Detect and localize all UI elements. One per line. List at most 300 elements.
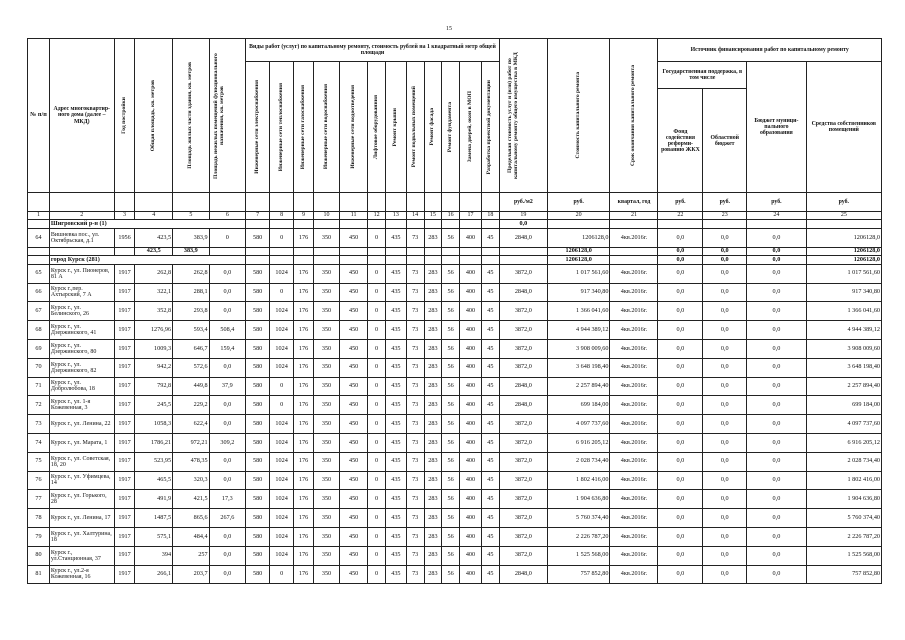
row-address: Курск г., ул. Ленина, 17 xyxy=(49,509,114,528)
row-work-cost: 283 xyxy=(424,565,442,584)
row-number: 80 xyxy=(28,546,50,565)
row-total-area: 1058,3 xyxy=(135,415,173,434)
header-owners: Средства собственников помещений xyxy=(806,62,881,193)
unit-deadline: квартал, год xyxy=(610,193,658,212)
row-year: 1917 xyxy=(114,396,135,415)
row-fund: 0,0 xyxy=(658,339,703,358)
header-living-area: Площадь жилых части здания, кв. метров xyxy=(186,62,193,169)
city-regional: 0,0 xyxy=(703,255,747,264)
column-number: 6 xyxy=(209,212,246,220)
row-number: 64 xyxy=(28,229,50,248)
row-work-cost: 73 xyxy=(406,396,424,415)
row-work-cost: 56 xyxy=(442,415,460,434)
row-work-cost: 283 xyxy=(424,283,442,302)
column-number: 9 xyxy=(294,212,314,220)
row-living-area: 572,6 xyxy=(173,358,210,377)
row-owners: 2 028 734,40 xyxy=(806,452,881,471)
row-living-area: 865,6 xyxy=(173,509,210,528)
row-work-cost: 435 xyxy=(385,339,406,358)
header-work-9: Ремонт фасада xyxy=(428,108,435,146)
row-work-cost: 176 xyxy=(294,509,314,528)
row-work-cost: 45 xyxy=(481,471,499,490)
row-work-cost: 580 xyxy=(246,339,270,358)
header-work-1: Инженерные сети электроснабжения xyxy=(253,80,260,174)
column-number: 23 xyxy=(703,212,747,220)
row-work-cost: 283 xyxy=(424,229,442,248)
row-work-cost: 45 xyxy=(481,358,499,377)
row-deadline: 4кв.2016г. xyxy=(610,264,658,283)
row-owners: 1 366 041,60 xyxy=(806,302,881,321)
header-deadline: Срок окончания капитального ремонта xyxy=(630,64,637,166)
table-row xyxy=(28,321,882,340)
row-work-cost: 580 xyxy=(246,264,270,283)
row-owners: 4 097 737,60 xyxy=(806,415,881,434)
row-work-cost: 0 xyxy=(368,527,386,546)
row-work-cost: 350 xyxy=(313,302,339,321)
header-work-4: Инженерные сети водоснабжения xyxy=(322,84,329,170)
row-work-cost: 0 xyxy=(368,302,386,321)
row-work-cost: 400 xyxy=(460,415,482,434)
row-work-cost: 350 xyxy=(313,452,339,471)
row-work-cost: 56 xyxy=(442,377,460,396)
row-work-cost: 45 xyxy=(481,546,499,565)
row-nonres-area: 0,0 xyxy=(209,565,246,584)
row-work-cost: 1024 xyxy=(270,490,294,509)
row-work-cost: 350 xyxy=(313,490,339,509)
row-work-cost: 0 xyxy=(270,565,294,584)
row-work-cost: 73 xyxy=(406,377,424,396)
row-living-area: 646,7 xyxy=(173,339,210,358)
row-work-cost: 435 xyxy=(385,415,406,434)
row-cost: 1 366 041,60 xyxy=(547,302,610,321)
row-municipal: 0,0 xyxy=(747,302,806,321)
row-address: Курск г., ул. Дзержинского, 41 xyxy=(49,321,114,340)
row-address: Курск г., ул. Дзержинского, 82 xyxy=(49,358,114,377)
row-living-area: 257 xyxy=(173,546,210,565)
table-row xyxy=(28,546,882,565)
row-total-area: 352,8 xyxy=(135,302,173,321)
subtotal-cost: 1206128,0 xyxy=(547,247,610,255)
column-number: 3 xyxy=(114,212,135,220)
row-owners: 917 340,80 xyxy=(806,283,881,302)
row-work-cost: 1024 xyxy=(270,527,294,546)
row-work-cost: 580 xyxy=(246,377,270,396)
column-number: 5 xyxy=(173,212,210,220)
row-deadline: 4кв.2016г. xyxy=(610,283,658,302)
row-work-cost: 350 xyxy=(313,396,339,415)
row-work-cost: 400 xyxy=(460,565,482,584)
row-work-cost: 73 xyxy=(406,433,424,452)
row-work-cost: 400 xyxy=(460,358,482,377)
row-work-cost: 45 xyxy=(481,377,499,396)
row-total-area: 1276,96 xyxy=(135,321,173,340)
row-work-cost: 283 xyxy=(424,527,442,546)
row-work-cost: 400 xyxy=(460,471,482,490)
row-year: 1917 xyxy=(114,546,135,565)
row-number: 65 xyxy=(28,264,50,283)
table-row xyxy=(28,471,882,490)
row-work-cost: 350 xyxy=(313,283,339,302)
row-work-cost: 435 xyxy=(385,264,406,283)
row-max-cost: 3872,0 xyxy=(499,546,547,565)
row-work-cost: 73 xyxy=(406,264,424,283)
row-year: 1956 xyxy=(114,229,135,248)
row-regional: 0,0 xyxy=(703,339,747,358)
row-work-cost: 450 xyxy=(340,396,368,415)
subtotal-living: 383,9 xyxy=(173,247,210,255)
row-work-cost: 56 xyxy=(442,565,460,584)
row-nonres-area: 0,0 xyxy=(209,546,246,565)
row-work-cost: 73 xyxy=(406,452,424,471)
row-work-cost: 45 xyxy=(481,433,499,452)
row-cost: 4 944 389,12 xyxy=(547,321,610,340)
row-cost: 2 226 787,20 xyxy=(547,527,610,546)
row-max-cost: 2848,0 xyxy=(499,283,547,302)
row-work-cost: 435 xyxy=(385,358,406,377)
row-work-cost: 400 xyxy=(460,283,482,302)
row-work-cost: 450 xyxy=(340,283,368,302)
row-work-cost: 450 xyxy=(340,452,368,471)
row-owners: 1 802 416,00 xyxy=(806,471,881,490)
row-total-area: 322,1 xyxy=(135,283,173,302)
row-address: Курск г., ул.2-я Кожевенная, 16 xyxy=(49,565,114,584)
row-work-cost: 283 xyxy=(424,339,442,358)
row-living-area: 972,21 xyxy=(173,433,210,452)
row-work-cost: 450 xyxy=(340,264,368,283)
row-number: 68 xyxy=(28,321,50,340)
row-work-cost: 400 xyxy=(460,321,482,340)
row-number: 81 xyxy=(28,565,50,584)
row-max-cost: 3872,0 xyxy=(499,452,547,471)
row-owners: 5 760 374,40 xyxy=(806,509,881,528)
row-work-cost: 450 xyxy=(340,546,368,565)
row-work-cost: 580 xyxy=(246,565,270,584)
row-max-cost: 3872,0 xyxy=(499,527,547,546)
row-work-cost: 283 xyxy=(424,546,442,565)
header-max-cost: Предельная стоимость услуг и (или) работ по капитальному ремонту общего имущества в МКД xyxy=(507,52,520,179)
row-work-cost: 45 xyxy=(481,396,499,415)
row-work-cost: 176 xyxy=(294,415,314,434)
table-row xyxy=(28,415,882,434)
header-work-12: Разработка проектной документации xyxy=(486,79,493,175)
row-nonres-area: 0,0 xyxy=(209,283,246,302)
row-deadline: 4кв.2016г. xyxy=(610,527,658,546)
row-cost: 1 904 636,80 xyxy=(547,490,610,509)
row-municipal: 0,0 xyxy=(747,264,806,283)
subtotal-total: 423,5 xyxy=(135,247,173,255)
row-work-cost: 73 xyxy=(406,358,424,377)
column-number: 15 xyxy=(424,212,442,220)
column-number: 4 xyxy=(135,212,173,220)
row-work-cost: 56 xyxy=(442,509,460,528)
row-work-cost: 176 xyxy=(294,527,314,546)
row-living-area: 288,1 xyxy=(173,283,210,302)
row-regional: 0,0 xyxy=(703,377,747,396)
table-row xyxy=(28,264,882,283)
row-work-cost: 176 xyxy=(294,229,314,248)
row-max-cost: 2848,0 xyxy=(499,565,547,584)
unit-max-cost: руб./м2 xyxy=(499,193,547,212)
row-living-area: 622,4 xyxy=(173,415,210,434)
row-deadline: 4кв.2016г. xyxy=(610,509,658,528)
row-deadline: 4кв.2016г. xyxy=(610,546,658,565)
row-work-cost: 176 xyxy=(294,339,314,358)
row-work-cost: 0 xyxy=(368,490,386,509)
row-work-cost: 73 xyxy=(406,471,424,490)
row-max-cost: 2848,0 xyxy=(499,377,547,396)
row-regional: 0,0 xyxy=(703,302,747,321)
row-municipal: 0,0 xyxy=(747,283,806,302)
row-work-cost: 176 xyxy=(294,490,314,509)
row-nonres-area: 17,3 xyxy=(209,490,246,509)
header-total-area: Общая площадь, кв. метров xyxy=(149,79,156,152)
row-work-cost: 1024 xyxy=(270,433,294,452)
column-number: 25 xyxy=(806,212,881,220)
row-regional: 0,0 xyxy=(703,471,747,490)
row-deadline: 4кв.2016г. xyxy=(610,229,658,248)
row-work-cost: 56 xyxy=(442,358,460,377)
row-work-cost: 176 xyxy=(294,565,314,584)
row-owners: 699 184,00 xyxy=(806,396,881,415)
header-cost: Стоимость капитального ремонта xyxy=(574,72,581,159)
row-work-cost: 580 xyxy=(246,527,270,546)
row-total-area: 465,5 xyxy=(135,471,173,490)
row-deadline: 4кв.2016г. xyxy=(610,452,658,471)
row-regional: 0,0 xyxy=(703,321,747,340)
row-municipal: 0,0 xyxy=(747,321,806,340)
row-address: Курск г.,пер. Ахтырский, 7 А xyxy=(49,283,114,302)
row-work-cost: 0 xyxy=(368,471,386,490)
row-year: 1917 xyxy=(114,321,135,340)
row-max-cost: 3872,0 xyxy=(499,264,547,283)
row-deadline: 4кв.2016г. xyxy=(610,302,658,321)
row-work-cost: 45 xyxy=(481,302,499,321)
header-work-3: Инженерные сети газоснабжения xyxy=(299,84,306,170)
row-work-cost: 0 xyxy=(368,339,386,358)
row-deadline: 4кв.2016г. xyxy=(610,415,658,434)
row-work-cost: 350 xyxy=(313,565,339,584)
district-label: Шигровский р-н (1) xyxy=(49,220,245,229)
table-row xyxy=(28,509,882,528)
row-municipal: 0,0 xyxy=(747,490,806,509)
row-work-cost: 450 xyxy=(340,509,368,528)
row-living-area: 293,8 xyxy=(173,302,210,321)
row-number: 76 xyxy=(28,471,50,490)
row-number: 78 xyxy=(28,509,50,528)
row-owners: 1206128,0 xyxy=(806,229,881,248)
row-work-cost: 283 xyxy=(424,302,442,321)
header-works-group: Виды работ (услуг) по капитальному ремонту, стоимость рублей на 1 квадратный метр общей площади xyxy=(246,39,500,62)
header-address: Адрес многоквартир-ного дома (далее – МКД) xyxy=(49,39,114,193)
row-max-cost: 3872,0 xyxy=(499,302,547,321)
row-municipal: 0,0 xyxy=(747,471,806,490)
row-address: Курск г., ул. Уфимцева, 14 xyxy=(49,471,114,490)
row-work-cost: 73 xyxy=(406,546,424,565)
row-work-cost: 435 xyxy=(385,471,406,490)
row-work-cost: 176 xyxy=(294,433,314,452)
column-number: 19 xyxy=(499,212,547,220)
row-work-cost: 435 xyxy=(385,527,406,546)
row-work-cost: 56 xyxy=(442,527,460,546)
row-work-cost: 400 xyxy=(460,377,482,396)
row-total-area: 942,2 xyxy=(135,358,173,377)
row-total-area: 1786,21 xyxy=(135,433,173,452)
city-fund: 0,0 xyxy=(658,255,703,264)
row-total-area: 245,5 xyxy=(135,396,173,415)
table-row xyxy=(28,229,882,248)
row-work-cost: 45 xyxy=(481,321,499,340)
row-regional: 0,0 xyxy=(703,509,747,528)
row-work-cost: 450 xyxy=(340,490,368,509)
row-work-cost: 1024 xyxy=(270,339,294,358)
row-total-area: 491,9 xyxy=(135,490,173,509)
column-number: 10 xyxy=(313,212,339,220)
row-work-cost: 0 xyxy=(368,377,386,396)
row-work-cost: 283 xyxy=(424,415,442,434)
row-municipal: 0,0 xyxy=(747,415,806,434)
row-year: 1917 xyxy=(114,358,135,377)
row-municipal: 0,0 xyxy=(747,452,806,471)
row-fund: 0,0 xyxy=(658,396,703,415)
row-owners: 2 226 787,20 xyxy=(806,527,881,546)
row-work-cost: 0 xyxy=(270,283,294,302)
row-work-cost: 580 xyxy=(246,490,270,509)
row-regional: 0,0 xyxy=(703,396,747,415)
row-number: 69 xyxy=(28,339,50,358)
row-work-cost: 1024 xyxy=(270,471,294,490)
unit-cost: руб. xyxy=(547,193,610,212)
row-work-cost: 0 xyxy=(270,396,294,415)
row-year: 1917 xyxy=(114,471,135,490)
row-cost: 4 097 737,60 xyxy=(547,415,610,434)
row-work-cost: 400 xyxy=(460,546,482,565)
row-work-cost: 1024 xyxy=(270,509,294,528)
row-fund: 0,0 xyxy=(658,283,703,302)
row-deadline: 4кв.2016г. xyxy=(610,396,658,415)
row-year: 1917 xyxy=(114,283,135,302)
row-work-cost: 0 xyxy=(368,396,386,415)
header-regional: Областной бюджет xyxy=(703,89,747,193)
row-owners: 6 916 205,12 xyxy=(806,433,881,452)
row-regional: 0,0 xyxy=(703,527,747,546)
row-work-cost: 56 xyxy=(442,321,460,340)
row-work-cost: 435 xyxy=(385,565,406,584)
row-nonres-area: 0,0 xyxy=(209,452,246,471)
column-number: 7 xyxy=(246,212,270,220)
unit-owners: руб. xyxy=(806,193,881,212)
column-number: 14 xyxy=(406,212,424,220)
row-work-cost: 450 xyxy=(340,339,368,358)
row-cost: 3 908 009,60 xyxy=(547,339,610,358)
row-nonres-area: 0,0 xyxy=(209,527,246,546)
row-number: 71 xyxy=(28,377,50,396)
row-work-cost: 400 xyxy=(460,229,482,248)
row-work-cost: 283 xyxy=(424,490,442,509)
city-municipal: 0,0 xyxy=(747,255,806,264)
row-fund: 0,0 xyxy=(658,302,703,321)
row-cost: 2 257 894,40 xyxy=(547,377,610,396)
row-work-cost: 0 xyxy=(368,433,386,452)
row-work-cost: 176 xyxy=(294,358,314,377)
row-number: 77 xyxy=(28,490,50,509)
row-living-area: 449,8 xyxy=(173,377,210,396)
row-work-cost: 0 xyxy=(368,264,386,283)
row-deadline: 4кв.2016г. xyxy=(610,490,658,509)
row-number: 66 xyxy=(28,283,50,302)
row-nonres-area: 0,0 xyxy=(209,396,246,415)
column-number: 11 xyxy=(340,212,368,220)
row-work-cost: 435 xyxy=(385,509,406,528)
row-work-cost: 1024 xyxy=(270,264,294,283)
column-number: 16 xyxy=(442,212,460,220)
row-regional: 0,0 xyxy=(703,358,747,377)
row-work-cost: 45 xyxy=(481,264,499,283)
row-max-cost: 3872,0 xyxy=(499,321,547,340)
row-work-cost: 283 xyxy=(424,264,442,283)
row-owners: 4 944 389,12 xyxy=(806,321,881,340)
row-work-cost: 580 xyxy=(246,358,270,377)
row-total-area: 423,5 xyxy=(135,229,173,248)
city-row xyxy=(28,255,882,264)
row-work-cost: 283 xyxy=(424,396,442,415)
unit-fund: руб. xyxy=(658,193,703,212)
row-work-cost: 435 xyxy=(385,452,406,471)
subtotal-municipal: 0,0 xyxy=(747,247,806,255)
header-n: № п/п xyxy=(28,39,50,193)
row-work-cost: 176 xyxy=(294,264,314,283)
unit-municipal: руб. xyxy=(747,193,806,212)
row-work-cost: 176 xyxy=(294,377,314,396)
row-fund: 0,0 xyxy=(658,415,703,434)
row-work-cost: 580 xyxy=(246,509,270,528)
row-work-cost: 56 xyxy=(442,229,460,248)
header-fund: Фонд содействия реформи-рованию ЖКХ xyxy=(658,89,703,193)
row-work-cost: 56 xyxy=(442,490,460,509)
row-work-cost: 45 xyxy=(481,229,499,248)
column-number: 24 xyxy=(747,212,806,220)
row-living-area: 203,7 xyxy=(173,565,210,584)
row-total-area: 266,1 xyxy=(135,565,173,584)
header-municipal: Бюджет муници-пального образования xyxy=(747,62,806,193)
row-work-cost: 400 xyxy=(460,302,482,321)
row-address: Курск г., ул. Ленина, 22 xyxy=(49,415,114,434)
row-work-cost: 580 xyxy=(246,471,270,490)
header-work-11: Замена дверей, окон в МОП xyxy=(466,91,473,163)
row-address: Курск г., ул. Советская, 18, 20 xyxy=(49,452,114,471)
row-living-area: 478,35 xyxy=(173,452,210,471)
row-cost: 1 802 416,00 xyxy=(547,471,610,490)
row-max-cost: 3872,0 xyxy=(499,415,547,434)
row-work-cost: 56 xyxy=(442,339,460,358)
row-nonres-area: 508,4 xyxy=(209,321,246,340)
row-number: 75 xyxy=(28,452,50,471)
column-number: 22 xyxy=(658,212,703,220)
row-work-cost: 450 xyxy=(340,377,368,396)
table-row xyxy=(28,396,882,415)
header-work-10: Ремонт фундамента xyxy=(446,101,453,153)
row-living-area: 484,4 xyxy=(173,527,210,546)
row-fund: 0,0 xyxy=(658,546,703,565)
row-municipal: 0,0 xyxy=(747,546,806,565)
row-work-cost: 580 xyxy=(246,415,270,434)
row-work-cost: 435 xyxy=(385,546,406,565)
row-cost: 1 017 561,60 xyxy=(547,264,610,283)
row-work-cost: 0 xyxy=(368,565,386,584)
row-year: 1917 xyxy=(114,264,135,283)
row-work-cost: 400 xyxy=(460,527,482,546)
row-work-cost: 450 xyxy=(340,471,368,490)
row-year: 1917 xyxy=(114,452,135,471)
